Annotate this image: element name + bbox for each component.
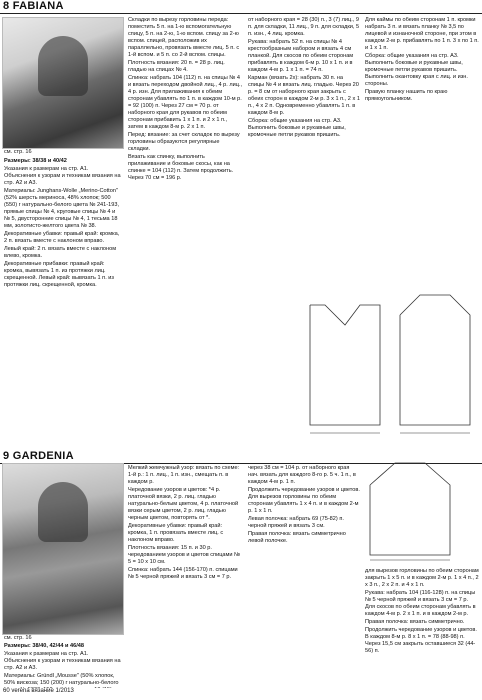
paragraph: Спинка: набрать 144 (156-170) п. спицами № 5 черной пряжей и вязать 3 см = 7 р. (128, 567, 238, 580)
paragraph: Указания к размерам на стр. А1. Объяснения к узорам и техникам вязания на стр. А2 и А3. (4, 166, 121, 186)
model-photo-gardenia (2, 463, 124, 635)
text-column-4-top (365, 17, 479, 257)
paragraph: Сборка: общие указания на стр. А3. Выполнить боковые и рукавные швы, кромочные петли рукавов пришить. (248, 118, 346, 138)
paragraph: Материалы: Gründl „Mousse" (50% хлопок, 50% вискоза; 150 (200) г натурально-белого (4, 673, 119, 686)
photo-caption: см. стр. 16 (4, 149, 32, 155)
paragraph: Перед: вязание: за счет складок по вырезу горловины образуются регулярные складки. (128, 132, 240, 152)
paragraph: Правую планку нашить по краю прямоугольником. (365, 89, 448, 102)
page-footer: 60 verena вязание 1/2013 (3, 688, 74, 694)
paragraph: Рукава: набрать 104 (116-128) п. на спицы № 5 черной пряжей и вязать 3 см = 7 р. Для скосов по обеим сторонам убавлять в каждом 4-м р. 2 х 1 п. и в каждом 2-м р. (365, 590, 476, 617)
paragraph: Левый край: 2 п. вязать вместе с наклоном влево, кромка. (4, 246, 117, 259)
paragraph: Декоративные прибавки: правый край: кромка, вывязать 1 п. из протяжки лиц. скрещенной. Левый край: вывязать 1 п. из протяжки лиц. скрещенной, кромка. (4, 261, 114, 288)
paragraph: для вырезов горловины по обеим сторонам закрыть 1 х 5 п. и в каждом 2-м р. 1 х 4 п., 2 х 3 п., 2 х 2 п. и 4 х 1 п. (365, 568, 479, 588)
paragraph: Декоративные убавки: правый край: кромка, 2 п. вязать вместе с наклоном вправо. (4, 231, 120, 244)
paragraph: Правая полочка: вязать симметрично левой полочке. (248, 531, 346, 544)
paragraph: Чередование узоров и цветов: *4 р. платочной вязки, 2 р. лиц. гладью натурально-белым цветом, 4 р. платочной вязки серым цветом, 2 р. лиц. гладью черным цветом, повторять от *. (128, 487, 239, 521)
paragraph: Вязать как спинку, выполнить прилаживание и боковые скосы, как на спинке = 104 (112) п. Затем продолжить. Через 70 см = 196 р. (128, 154, 234, 181)
text-column-1-bottom (4, 643, 122, 688)
paragraph: через 38 см = 104 р. от наборного края нач. вязать для каждого 8-го р. 5 ч. 1 п., в каждом 4-м р. 1 п. (248, 465, 356, 485)
paragraph: Материалы: Junghans-Wolle „Merino-Cotton" (52% шерсть мериноса, 48% хлопок; 500 (550) г натурально-белого цвета № 241-193, прямые спицы № 4, круговые спицы № 4 и № 5, двусторонние спицы № 4, 1 тесьма 18 мм, золотисто-желтого цвета № 38. (4, 188, 120, 229)
paragraph: Карман (вязать 2х): набрать 30 п. на спицы № 4 и вязать лиц. гладью. Через 20 р. = 8 см от наборного края закрыть с обеих сторон в каждом 2-м р. 3 х 1 п., 2 х 1 п., 4 х 2 п. Одновременно убавлять 1 п. в каждом 8-м р. (248, 75, 360, 116)
model-photo-fabiana (2, 17, 124, 149)
paragraph: Левая полочка: набрать 69 (75-82) п. черной пряжей и вязать 3 см. (248, 516, 344, 529)
photo-caption: см. стр. 16 (4, 635, 32, 641)
paragraph: Мелкий жемчужный узор: вязать по схеме: 1-й р.: 1 п. лиц., 1 п. изн., смещать п. в каждом р. (128, 465, 240, 485)
text-column-3-top (248, 17, 360, 287)
paragraph: Сборка: общие указания на стр. А3. Выполнить боковые и рукавные швы, кромочные петли рукавов пришить. Выполнить окантовку края с лиц. и изн. стороны. (365, 53, 468, 87)
section-title: 9 GARDENIA (3, 450, 74, 462)
garment-schematic (365, 455, 479, 565)
paragraph: Складки по вырезу горловины переда: поместить 5 п. на 1-ю вспомогательную спицу, 5 п. на 2-ю, 1-ю вспом. спицу за 2-ю вспом. спицей, расположив их параллельно, провязать вместе лиц. 5 п. с 1-й вспом. и 5 п. со 2-й вспом. спицы. (128, 17, 240, 58)
paragraph: Правая полочка: вязать симметрично. (365, 619, 465, 625)
paragraph: Спинка: набрать 104 (112) п. на спицы № 4 и вязать переходом двойной лиц., 4 р. лиц., 4 р. изн. Для прилаживания к обеим сторонам убавлять по 1 п. в каждом 10-м р. = 92 (100) п. Через 27 см = 70 р. от наборного края для рукавов по обеим сторонам прибавить 1 х 1 п. и 2 х 1 п., затем в каждом 8-м р. 2 х 1 п. (128, 75, 243, 130)
paragraph: Для каймы по обеим сторонам 1 п. кромки набрать 3 п. и вязать планку № 3,5 по лицевой и изнаночной стороне, при этом в каждом 2-м р. прибавлять по 1 п. 3 х по 1 п. и 1 х 1 п. (365, 17, 479, 51)
paragraph: от наборного края = 28 (30) п., 3 (7) лиц., 9 п. для складки, 11 лиц., 9 п. для складки, 5 п. изн., 4 лиц. кромка. (248, 17, 360, 37)
paragraph: Размеры: 38/40, 42/44 и 46/48 (4, 643, 84, 649)
text-column-3-bottom (248, 465, 360, 685)
section-title: 8 FABIANA (3, 0, 64, 12)
section-header-fabiana (0, 0, 482, 14)
paragraph: Указания к размерам на стр. А1. Объяснения к узорам и техникам вязания на стр. А2 и А3. (4, 651, 121, 671)
paragraph: Размеры: 38/38 и 40/42 (4, 158, 67, 164)
text-column-1-top (4, 158, 122, 448)
paragraph: Плотность вязания: 20 п. = 28 р. лиц. гладью на спицах № 4. (128, 60, 225, 73)
text-column-4-bottom (365, 568, 479, 686)
paragraph: Рукава: набрать 52 п. на спицы № 4 крестообразным набором и вязать 4 см планкой. Для скосов по обеим сторонам прибавлять в каждом 6-м р. 10 х 1 п. и в каждом 4-м р. 1 х 1 п. = 74 п. (248, 39, 354, 73)
paragraph: Плотность вязания: 15 п. и 30 р. чередованием узоров и цветов спицами № 5 = 10 х 10 см. (128, 545, 241, 565)
paragraph: Продолжить чередование узоров и цветов. Для вырезов горловины по обеим сторонам убавлять 1 х 4 п. и в каждом 2-м р. 1 х 1 п. (248, 487, 360, 514)
text-column-2-bottom (128, 465, 243, 685)
paragraph: Продолжить чередование узоров и цветов. В каждом 8-м р. 8 х 1 п. = 78 (88-98) п. Через 15,5 см закрыть оставшиеся 32 (44-56) п. (365, 627, 477, 654)
paragraph: Декоративные убавки: правый край: кромка, 1 п. провязать вместе лиц. с наклоном вправо. (128, 523, 224, 543)
text-column-2-top (128, 17, 243, 447)
garment-schematic (300, 285, 478, 445)
